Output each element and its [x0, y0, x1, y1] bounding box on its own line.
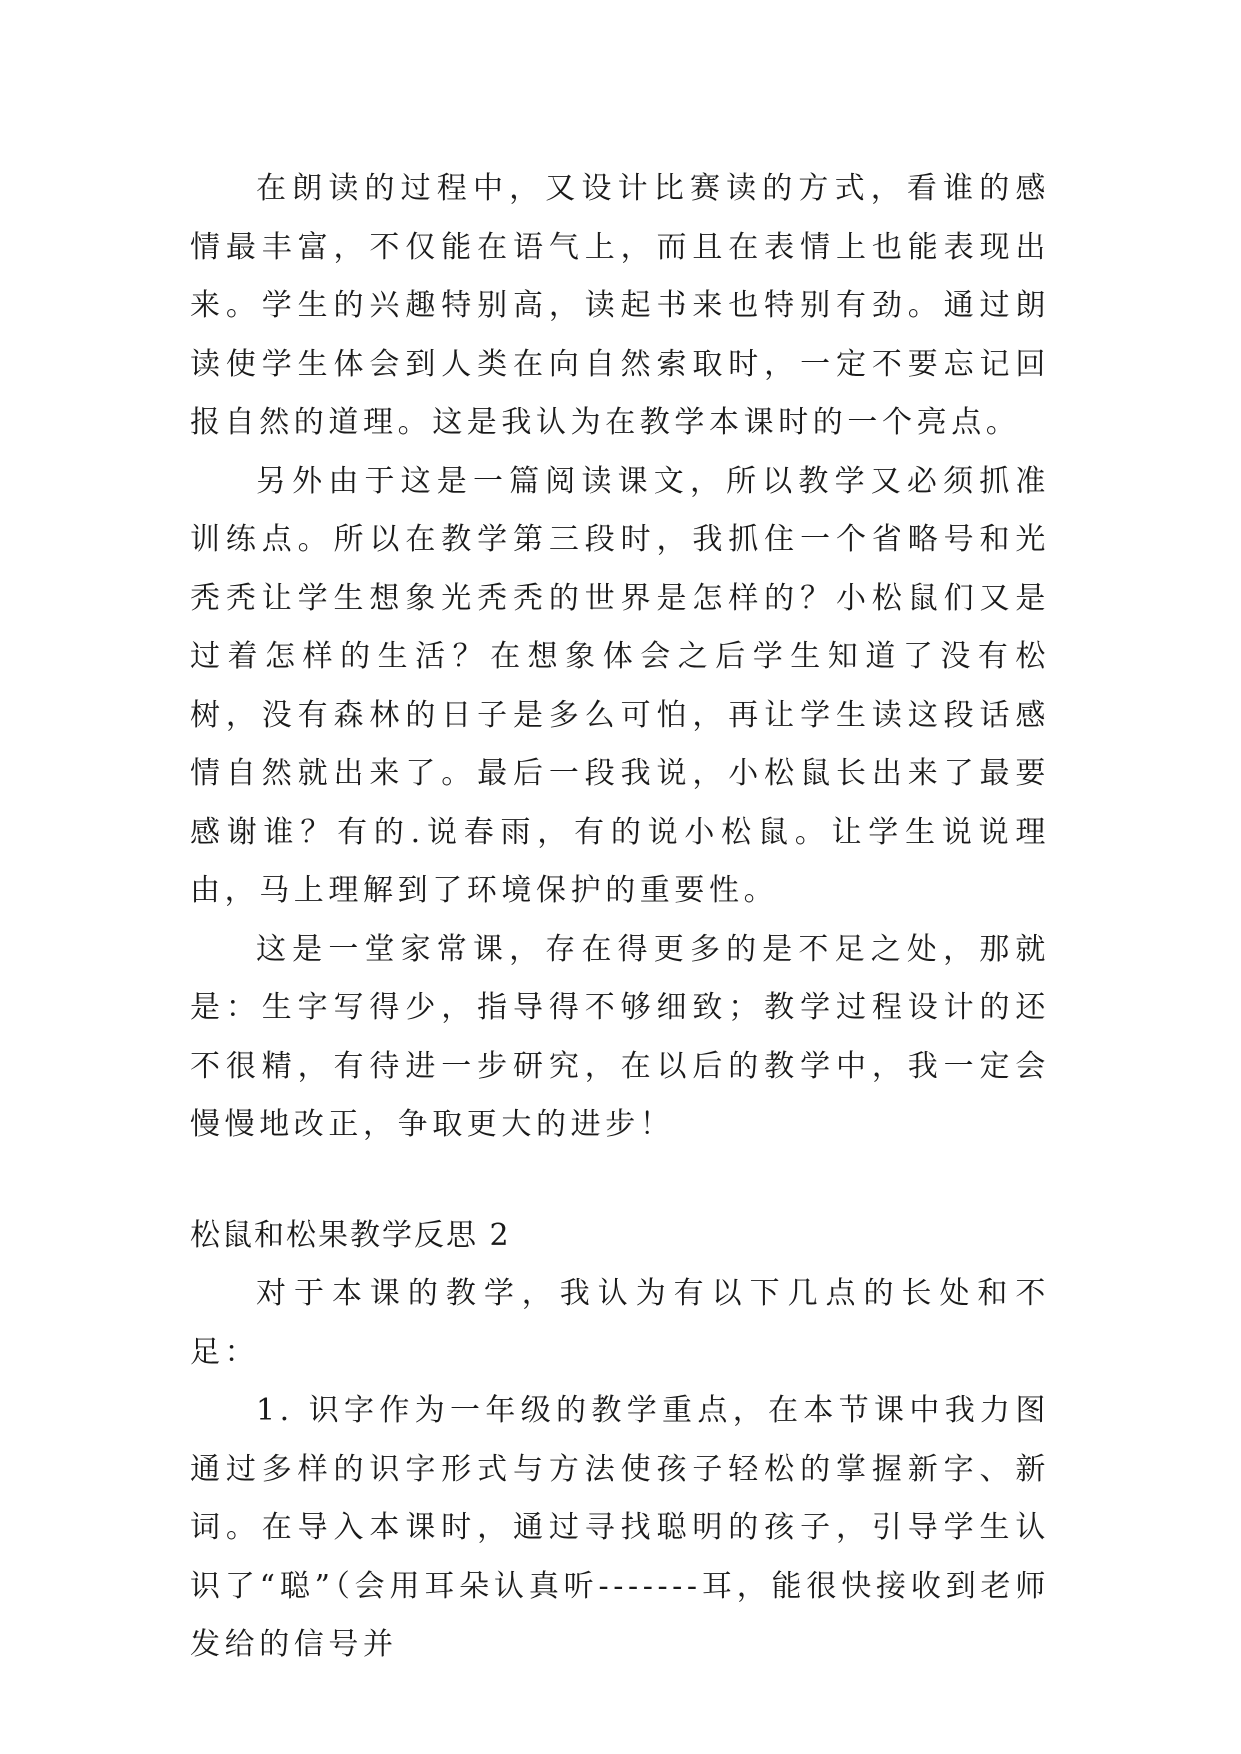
- document-page: [190, 160, 1050, 1675]
- paragraph-reading-competition: 在朗读的过程中，又设计比赛读的方式，看谁的感情最丰富，不仅能在语气上，而且在表情上也能表现出来。学生的兴趣特别高，读起书来也特别有劲。通过朗读使学生体会到人类在向自然索取时，一定不要忘记回报自然的道理。这是我认为在教学本课时的一个亮点。: [190, 171, 1050, 440]
- paragraph-point-1: 1. 识字作为一年级的教学重点，在本节课中我力图通过多样的识字形式与方法使孩子轻松的掌握新字、新词。在导入本课时，通过寻找聪明的孩子，引导学生认识了“聪”（会用耳朵认真听-------耳，能很快接收到老师发给的信号并: [190, 1393, 1050, 1662]
- paragraph-intro: 对于本课的教学，我认为有以下几点的长处和不足：: [190, 1276, 1050, 1370]
- paragraph-training-points: 另外由于这是一篇阅读课文，所以教学又必须抓准训练点。所以在教学第三段时，我抓住一个省略号和光秃秃让学生想象光秃秃的世界是怎样的？小松鼠们又是过着怎样的生活？在想象体会之后学生知道了没有松树，没有森林的日子是多么可怕，再让学生读这段话感情自然就出来了。最后一段我说，小松鼠长出来了最要感谢谁？有的.说春雨，有的说小松鼠。让学生说说理由，马上理解到了环境保护的重要性。: [190, 463, 1050, 908]
- paragraph-shortcomings: 这是一堂家常课，存在得更多的是不足之处，那就是：生字写得少，指导得不够细致；教学过程设计的还不很精，有待进一步研究，在以后的教学中，我一定会慢慢地改正，争取更大的进步！: [190, 931, 1050, 1142]
- section-heading: 松鼠和松果教学反思 2: [190, 1217, 511, 1253]
- section-spacer: [190, 1155, 1050, 1207]
